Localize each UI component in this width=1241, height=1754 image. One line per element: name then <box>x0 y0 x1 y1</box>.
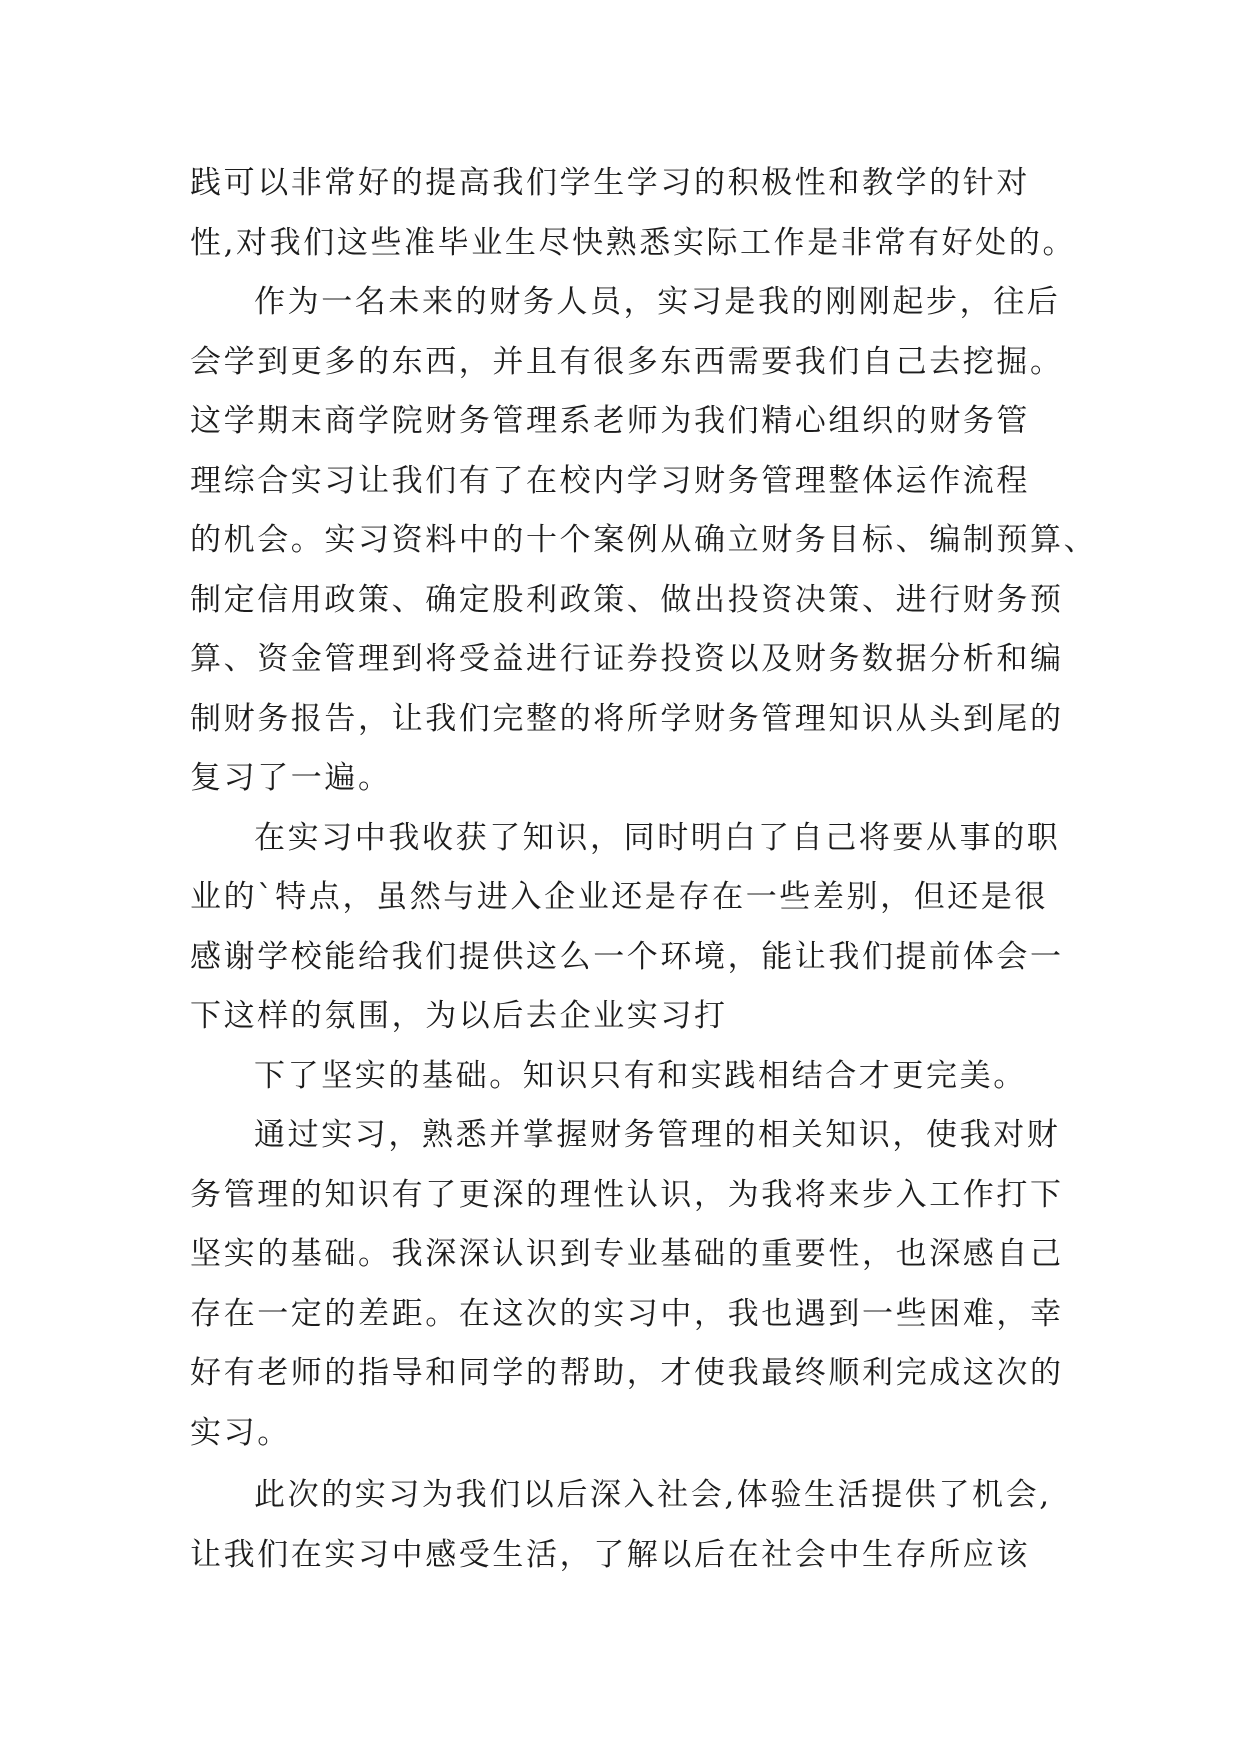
text-line: 的机会。实习资料中的十个案例从确立财务目标、编制预算、 <box>190 522 1098 558</box>
paragraph-first-line: 此次的实习为我们以后深入社会,体验生活提供了机会, <box>254 1477 1052 1513</box>
text-line: 践可以非常好的提高我们学生学习的积极性和教学的针对 <box>190 165 1030 201</box>
text-line: 理综合实习让我们有了在校内学习财务管理整体运作流程 <box>190 462 1030 499</box>
text-line: 下这样的氛围，为以后去企业实习打 <box>190 998 728 1034</box>
text-line: 制定信用政策、确定股利政策、做出投资决策、进行财务预 <box>190 581 1064 618</box>
text-line: 好有老师的指导和同学的帮助，才使我最终顺利完成这次的 <box>190 1355 1064 1391</box>
text-line: 这学期末商学院财务管理系老师为我们精心组织的财务管 <box>190 403 1030 439</box>
text-line: 实习。 <box>190 1414 291 1451</box>
text-line: 复习了一遍。 <box>190 760 392 796</box>
text-line: 让我们在实习中感受生活，了解以后在社会中生存所应该 <box>190 1536 1030 1573</box>
text-line: 存在一定的差距。在这次的实习中，我也遇到一些困难，幸 <box>190 1295 1064 1332</box>
text-line: 务管理的知识有了更深的理性认识，为我将来步入工作打下 <box>190 1176 1064 1213</box>
paragraph-first-line: 通过实习，熟悉并掌握财务管理的相关知识，使我对财 <box>254 1117 1061 1153</box>
body-text <box>190 154 1098 1585</box>
text-line: 算、资金管理到将受益进行证券投资以及财务数据分析和编 <box>190 641 1064 677</box>
paragraph-first-line: 在实习中我收获了知识，同时明白了自己将要从事的职 <box>254 819 1061 856</box>
paragraph-first-line: 作为一名未来的财务人员，实习是我的刚刚起步，往后 <box>254 284 1061 320</box>
text-line: 制财务报告，让我们完整的将所学财务管理知识从头到尾的 <box>190 700 1064 737</box>
paragraph-first-line: 下了坚实的基础。知识只有和实践相结合才更完美。 <box>254 1057 1027 1094</box>
text-line: 业的`特点，虽然与进入企业还是存在一些差别，但还是很 <box>190 879 1049 915</box>
text-line: 性,对我们这些准毕业生尽快熟悉实际工作是非常有好处的。 <box>190 224 1077 261</box>
text-line: 坚实的基础。我深深认识到专业基础的重要性，也深感自己 <box>190 1236 1064 1272</box>
text-line: 感谢学校能给我们提供这么一个环境，能让我们提前体会一 <box>190 938 1064 975</box>
text-line: 会学到更多的东西，并且有很多东西需要我们自己去挖掘。 <box>190 343 1064 380</box>
